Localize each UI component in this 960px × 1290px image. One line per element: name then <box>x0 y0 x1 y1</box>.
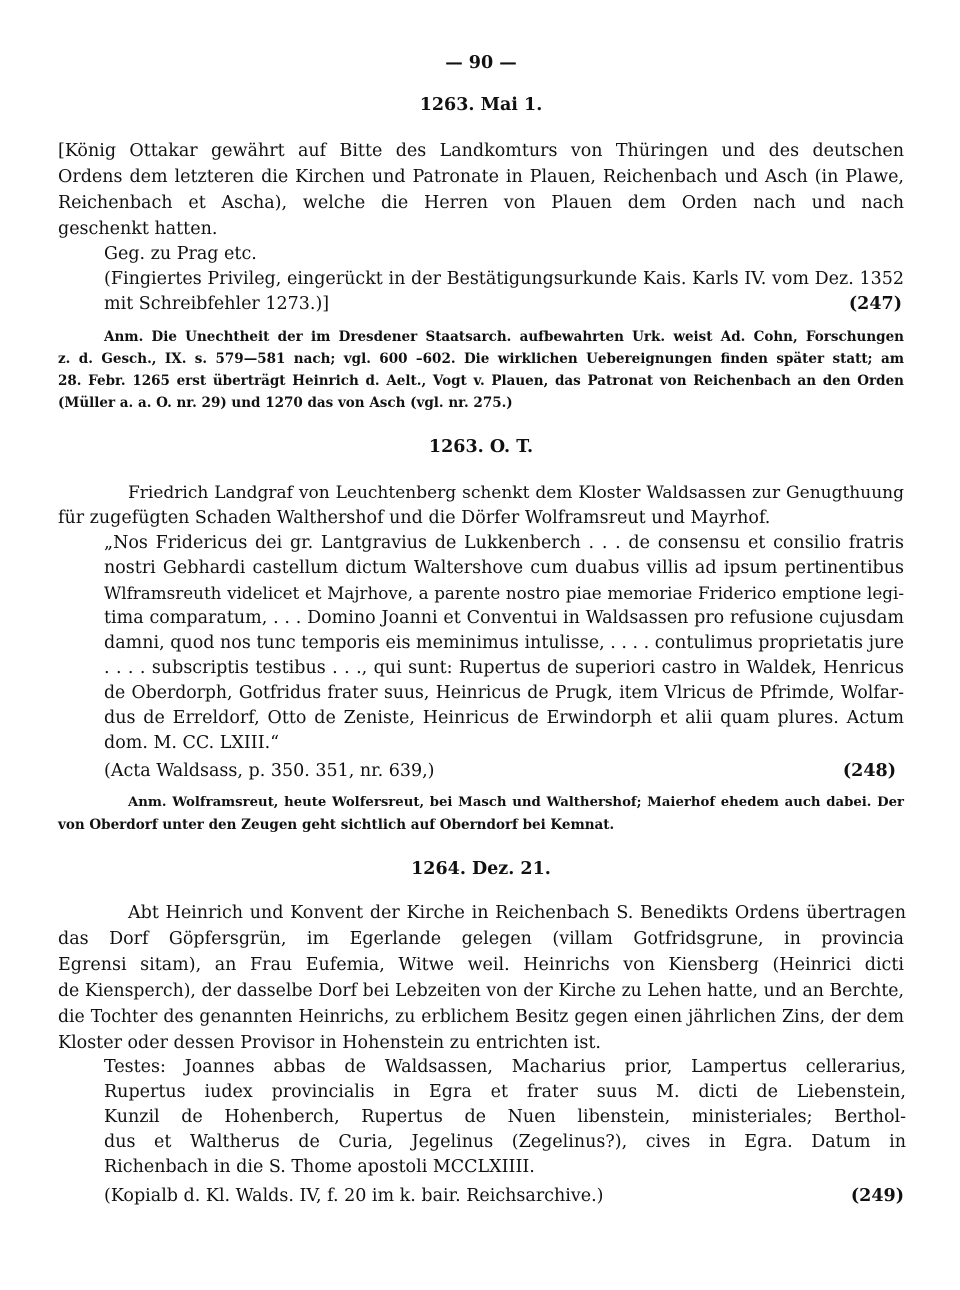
body-line: Rupertus iudex provincialis in Egra et frater suus M. dicti de Liebenstein, <box>104 1082 906 1102</box>
body-line: tima comparatum, . . . Domino Joanni et Conventui in Waldsassen pro refusione cujusdam <box>104 608 904 628</box>
body-line: [König Ottakar gewährt auf Bitte des Landkomturs von Thüringen und des deutschen <box>58 141 904 161</box>
body-line: Kloster oder dessen Provisor in Hohenstein zu entrichten ist. <box>58 1033 601 1053</box>
body-line: Geg. zu Prag etc. <box>104 244 257 264</box>
body-line: dus et Waltherus de Curia, Jegelinus (Zegelinus?), cives in Egra. Datum in <box>104 1132 906 1152</box>
body-line: Kunzil de Hohenberch, Rupertus de Nuen libenstein, ministeriales; Berthol- <box>104 1107 906 1127</box>
note-line: Anm. Die Unechtheit der im Dresdener Staatsarch. aufbewahrten Urk. weist Ad. Cohn, Forschungen <box>104 329 904 345</box>
entry-date: 1264. Dez. 21. <box>411 859 551 879</box>
body-line: (Kopialb d. Kl. Walds. IV, f. 20 im k. bair. Reichsarchive.) <box>104 1186 604 1206</box>
body-line: dom. M. CC. LXIII.“ <box>104 733 280 753</box>
body-line: . . . . subscriptis testibus . . ., qui sunt: Rupertus de superiori castro in Waldek, Henricus <box>104 658 904 678</box>
body-line: Abt Heinrich und Konvent der Kirche in Reichenbach S. Benedikts Ordens übertragen <box>128 903 906 923</box>
note-line: Anm. Wolframsreut, heute Wolfersreut, bei Masch und Walthershof; Maierhof ehedem auch dabei. Der <box>128 795 904 810</box>
body-line: für zugefügten Schaden Walthershof und die Dörfer Wolframsreut und Mayrhof. <box>58 508 771 528</box>
body-line: Richenbach in die S. Thome apostoli MCCLXIIII. <box>104 1157 535 1177</box>
body-line: (Fingiertes Privileg, eingerückt in der Bestätigungsurkunde Kais. Karls IV. vom Dez. 1352 <box>104 269 904 289</box>
body-line: Wlframsreuth videlicet et Majrhove, a parente nostro piae memoriae Friderico emptione legi- <box>104 583 904 603</box>
body-line: Testes: Joannes abbas de Waldsassen, Macharius prior, Lampertus cellerarius, <box>104 1057 906 1077</box>
body-line: de Oberdorph, Gotfridus frater suus, Heinricus de Prugk, item Vlricus de Pfrimde, Wolfar- <box>104 683 904 703</box>
document-number: (249) <box>850 1186 904 1206</box>
document-number: (248) <box>842 761 896 781</box>
body-line: mit Schreibfehler 1273.)] <box>104 294 330 314</box>
body-line: Reichenbach et Ascha), welche die Herren von Plauen dem Orden nach und nach <box>58 193 904 213</box>
body-line: „Nos Fridericus dei gr. Lantgravius de Lukkenberch . . . de consensu et consilio fratris <box>104 533 904 553</box>
body-line: de Kiensperch), der dasselbe Dorf bei Lebzeiten von der Kirche zu Lehen hatte, und an Berchte, <box>58 981 904 1001</box>
body-line: Egrensi sitam), an Frau Eufemia, Witwe weil. Heinrichs von Kiensberg (Heinrici dicti <box>58 955 904 975</box>
body-line: geschenkt hatten. <box>58 219 218 239</box>
document-number: (247) <box>848 294 902 314</box>
note-line: z. d. Gesch., IX. s. 579—581 nach; vgl. 600 –602. Die wirklichen Uebereignungen finden später statt; am <box>58 351 904 367</box>
note-line: von Oberdorf unter den Zeugen geht sichtlich auf Oberndorf bei Kemnat. <box>58 817 615 833</box>
entry-date: 1263. O. T. <box>428 437 534 457</box>
note-line: 28. Febr. 1265 erst überträgt Heinrich d. Aelt., Vogt v. Plauen, das Patronat von Reichenbach an den Orden <box>58 373 904 389</box>
body-line: die Tochter des genannten Heinrichs, zu erblichem Besitz gegen einen jährlichen Zins, der dem <box>58 1007 904 1027</box>
entry-date: 1263. Mai 1. <box>419 95 543 115</box>
body-line: dus de Erreldorf, Otto de Zeniste, Heinricus de Erwindorph et alii quam plures. Actum <box>104 708 904 728</box>
page-number: — 90 — <box>445 53 517 73</box>
body-line: Ordens dem letzteren die Kirchen und Patronate in Plauen, Reichenbach und Asch (in Plawe, <box>58 167 904 187</box>
body-line: das Dorf Göpfersgrün, im Egerlande gelegen (villam Gotfridsgrune, in provincia <box>58 929 904 949</box>
body-line: Friedrich Landgraf von Leuchtenberg schenkt dem Kloster Waldsassen zur Genugthuung <box>128 483 904 503</box>
note-line: (Müller a. a. O. nr. 29) und 1270 das von Asch (vgl. nr. 275.) <box>58 395 513 411</box>
body-line: nostri Gebhardi castellum dictum Waltershove cum duabus villis ad ipsum pertinentibus <box>104 558 904 578</box>
body-line: damni, quod nos tunc temporis eis meminimus intulisse, . . . . contulimus proprietatis jure <box>104 633 904 653</box>
body-line: (Acta Waldsass, p. 350. 351, nr. 639,) <box>104 761 435 781</box>
